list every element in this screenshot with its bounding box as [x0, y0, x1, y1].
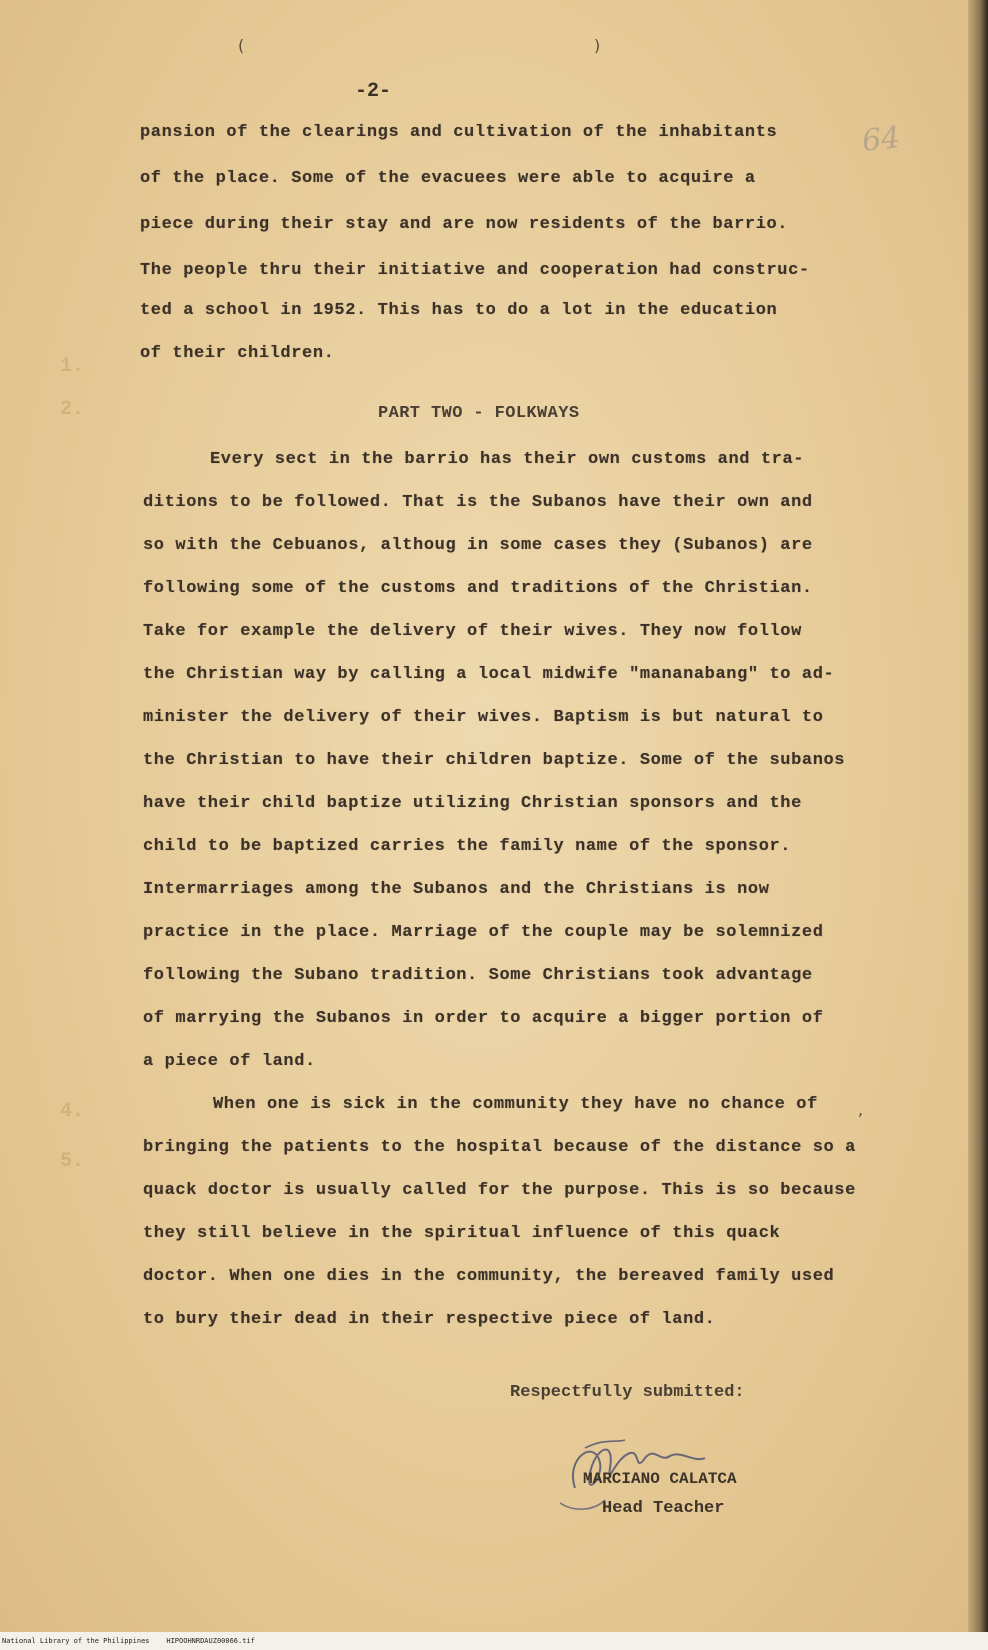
footer-filename: HIPOOHNRDAUZ00066.tif: [166, 1637, 255, 1645]
footer-institution: National Library of the Philippines: [2, 1637, 150, 1645]
text-line: ditions to be followed. That is the Subanos have their own and: [143, 493, 813, 512]
text-line: so with the Cebuanos, althoug in some cases they (Subanos) are: [143, 536, 813, 555]
text-line: minister the delivery of their wives. Baptism is but natural to: [143, 708, 824, 727]
text-line: a piece of land.: [143, 1052, 316, 1071]
text-line: Intermarriages among the Subanos and the Christians is now: [143, 880, 770, 899]
handwritten-page-note: 64: [860, 120, 902, 159]
text-line: to bury their dead in their respective piece of land.: [143, 1310, 716, 1329]
text-line: they still believe in the spiritual influence of this quack: [143, 1224, 781, 1243]
text-line: bringing the patients to the hospital because of the distance so a: [143, 1138, 856, 1157]
text-line: Every sect in the barrio has their own customs and tra-: [210, 450, 805, 469]
text-line: the Christian to have their children baptize. Some of the subanos: [143, 751, 846, 770]
text-line: pansion of the clearings and cultivation of the inhabitants: [140, 123, 778, 142]
section-heading: PART TWO - FOLKWAYS: [378, 404, 580, 423]
text-line: The people thru their initiative and cooperation had construc-: [140, 261, 810, 280]
text-line: have their child baptize utilizing Christian sponsors and the: [143, 794, 802, 813]
bleed-through-text: 1.: [60, 355, 85, 378]
signatory-name: MARCIANO CALATCA: [583, 1470, 737, 1488]
text-line: ted a school in 1952. This has to do a lot in the education: [140, 301, 778, 320]
bleed-through-text: 4.: [60, 1100, 85, 1123]
signatory-title: Head Teacher: [602, 1499, 725, 1518]
stray-mark: ,: [858, 1100, 864, 1119]
bleed-through-text: 2.: [60, 398, 85, 421]
text-line: quack doctor is usually called for the purpose. This is so because: [143, 1181, 856, 1200]
page-edge-shadow: [968, 0, 988, 1632]
text-line: following some of the customs and traditions of the Christian.: [143, 579, 813, 598]
text-line: doctor. When one dies in the community, the bereaved family used: [143, 1267, 835, 1286]
text-line: of marrying the Subanos in order to acquire a bigger portion of: [143, 1009, 824, 1028]
text-line: the Christian way by calling a local midwife "mananabang" to ad-: [143, 665, 835, 684]
text-line: When one is sick in the community they have no chance of: [213, 1095, 818, 1114]
bleed-through-text: 5.: [60, 1150, 85, 1173]
closing-line: Respectfully submitted:: [510, 1383, 745, 1402]
text-line: practice in the place. Marriage of the couple may be solemnized: [143, 923, 824, 942]
punch-mark: (: [238, 36, 245, 55]
punch-mark: ): [594, 36, 601, 55]
text-line: Take for example the delivery of their wives. They now follow: [143, 622, 802, 641]
scan-footer: [0, 1632, 988, 1650]
text-line: of their children.: [140, 344, 335, 363]
text-line: of the place. Some of the evacuees were able to acquire a: [140, 169, 756, 188]
page-number: -2-: [355, 80, 392, 103]
text-line: piece during their stay and are now residents of the barrio.: [140, 215, 789, 234]
text-line: child to be baptized carries the family name of the sponsor.: [143, 837, 792, 856]
text-line: following the Subano tradition. Some Christians took advantage: [143, 966, 813, 985]
